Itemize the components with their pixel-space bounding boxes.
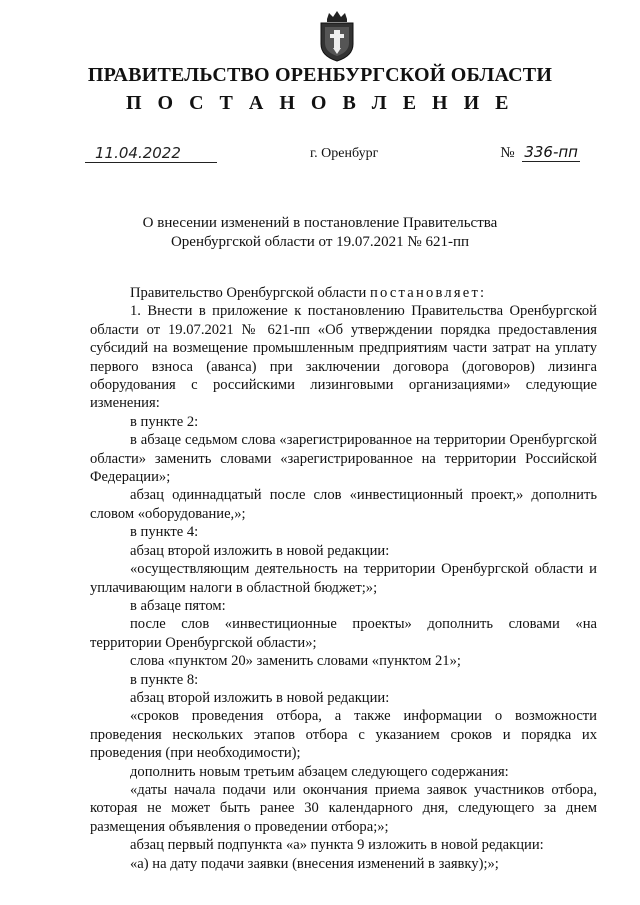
body-paragraph: в абзаце седьмом слова «зарегистрированное на территории Оренбургской области» заменить словами «зарегистрированное на территории Российской Федерации»; — [90, 432, 597, 486]
intro-paragraph — [90, 284, 597, 302]
body-paragraph: «даты начала подачи или окончания приема заявок участников отбора, которая не может быть ранее 30 календарного дня, следующего за днем размещения объявления о проведении отбора;»; — [90, 781, 597, 835]
body-paragraph: 1. Внести в приложение к постановлению Правительства Оренбургской области от 19.07.2021 № 621-пп «Об утверждении порядка предоставления субсидий на возмещение промышленным предприятиям части затрат на уплату первого взноса (аванса) при заключении договора (договоров) лизинга оборудования с российскими лизинговыми организациями» следующие изменения: — [90, 303, 597, 412]
document-body — [90, 284, 597, 873]
number-value: 336-пп — [524, 143, 578, 161]
body-paragraph: дополнить новым третьим абзацем следующего содержания: — [130, 763, 509, 780]
intro-lead: Правительство Оренбургской области — [130, 285, 370, 301]
document-city: г. Оренбург — [310, 146, 379, 161]
subject-line-1: О внесении изменений в постановление Правительства — [142, 215, 498, 231]
body-paragraph: абзац второй изложить в новой редакции: — [130, 542, 390, 559]
government-title: ПРАВИТЕЛЬСТВО ОРЕНБУРГСКОЙ ОБЛАСТИ — [87, 64, 553, 86]
document-meta-row — [85, 140, 585, 170]
body-paragraph: после слов «инвестиционные проекты» дополнить словами «на территории Оренбургской области»; — [90, 616, 597, 651]
body-paragraph: в пункте 8: — [130, 671, 199, 688]
body-paragraph: абзац первый подпункта «а» пункта 9 изложить в новой редакции: — [130, 837, 544, 854]
body-paragraph: в абзаце пятом: — [130, 597, 226, 614]
body-paragraph: в пункте 2: — [130, 413, 199, 430]
document-number — [500, 143, 580, 162]
intro-decree-word: постановляет: — [369, 285, 487, 301]
body-paragraph: «сроков проведения отбора, а также информации о возможности проведения нескольких этапов отбора с указанием сроков и порядка их проведения (при необходимости); — [90, 708, 597, 762]
body-paragraph: «осуществляющим деятельность на территории Оренбургской области и уплачивающим налоги в областной бюджет;»; — [90, 561, 597, 596]
body-paragraph: слова «пунктом 20» заменить словами «пунктом 21»; — [130, 653, 461, 670]
number-sign: № — [500, 145, 515, 161]
coat-of-arms-emblem — [315, 10, 359, 62]
body-paragraph: абзац одиннадцатый после слов «инвестиционный проект,» дополнить словом «оборудование,»; — [90, 487, 597, 522]
body-paragraph: в пункте 4: — [130, 524, 199, 541]
body-paragraph: «а) на дату подачи заявки (внесения изменений в заявку);»; — [130, 855, 499, 872]
body-paragraph: абзац второй изложить в новой редакции: — [130, 689, 390, 706]
subject-line-2: Оренбургской области от 19.07.2021 № 621-пп — [170, 234, 470, 250]
document-subject — [0, 214, 640, 252]
document-date: 11.04.2022 — [85, 144, 217, 163]
document-kind-title: П О С Т А Н О В Л Е Н И Е — [126, 92, 514, 114]
